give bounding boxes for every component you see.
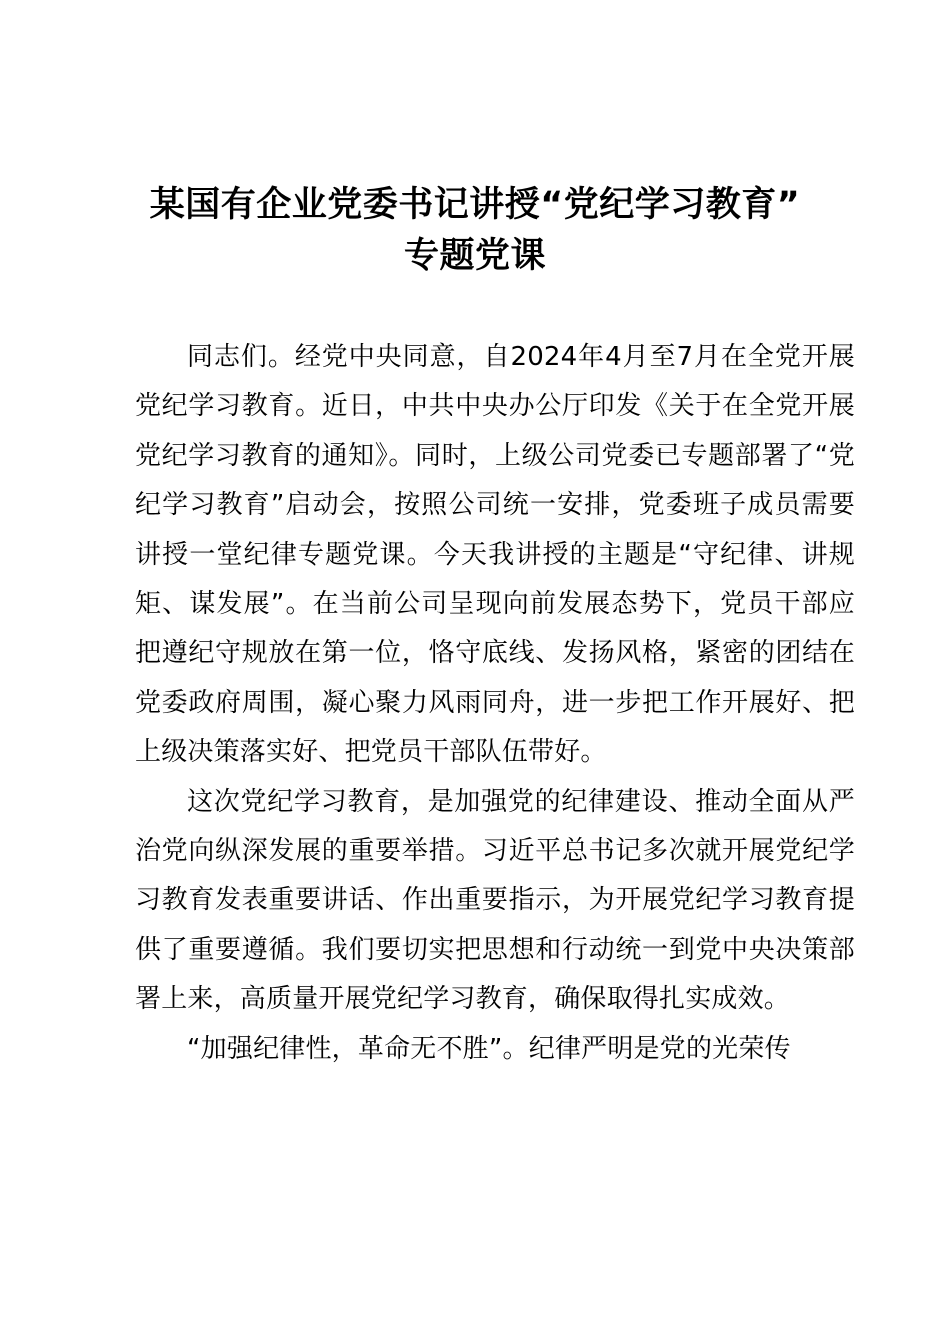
paragraph-3: “加强纪律性，革命无不胜”。纪律严明是党的光荣传	[187, 1033, 791, 1064]
title-line-2: 专题党课	[403, 236, 546, 276]
paragraph-2: 这次党纪学习教育，是加强党的纪律建设、推动全面从严治党向纵深发展的重要举措。习近平总书记多次就开展党纪学习教育发表重要讲话、作出重要指示，为开展党纪学习教育提供了重要遵循。我们要切实把思想和行动统一到党中央决策部署上来，高质量开展党纪学习教育，确保取得扎实成效。	[135, 786, 855, 1015]
paragraph-1: 同志们。经党中央同意，自2024年4月至7月在全党开展党纪学习教育。近日，中共中央办公厅印发《关于在全党开展党纪学习教育的通知》。同时，上级公司党委已专题部署了“党纪学习教育”启动会，按照公司统一安排，党委班子成员需要讲授一堂纪律专题党课。今天我讲授的主题是“守纪律、讲规矩、谋发展”。在当前公司呈现向前发展态势下，党员干部应把遵纪守规放在第一位，恪守底线、发扬风格，紧密的团结在党委政府周围，凝心聚力风雨同舟，进一步把工作开展好、把上级决策落实好、把党员干部队伍带好。	[135, 342, 855, 768]
document-title	[0, 180, 950, 282]
document-body	[135, 333, 855, 1074]
title-line-1: 某国有企业党委书记讲授“党纪学习教育”	[149, 185, 801, 225]
